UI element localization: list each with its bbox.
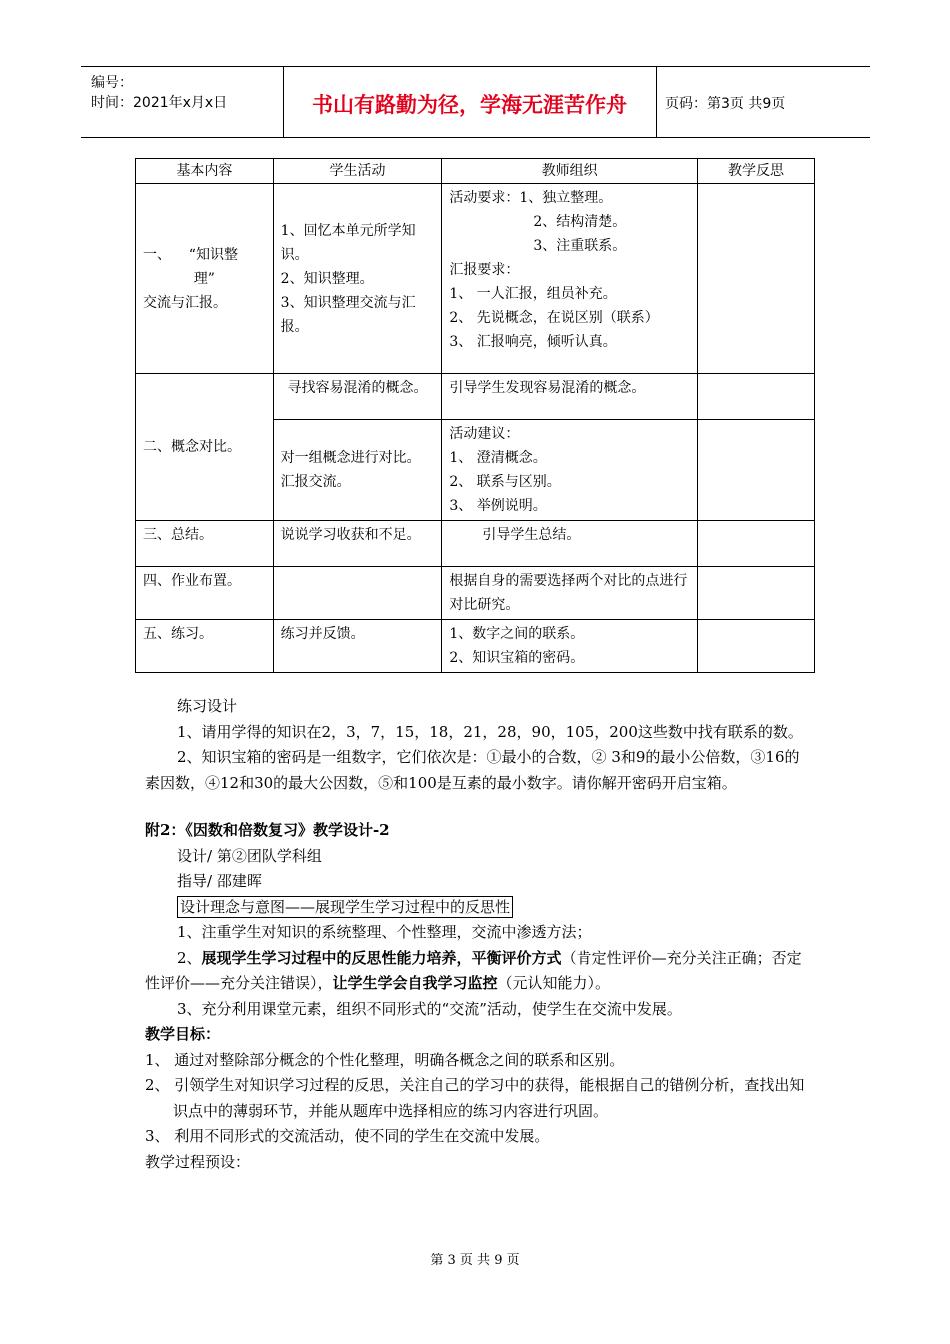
practice-item: 2、知识宝箱的密码是一组数字，它们依次是：①最小的合数，② 3和9的最小公倍数，③16的素因数，④12和30的最大公因数，⑤和100是互素的最小数字。请你解开密码开启宝箱。 — [145, 748, 800, 792]
cell-text: 汇报要求： — [449, 262, 520, 278]
reflection-cell — [698, 420, 815, 521]
student-cell: 寻找容易混淆的概念。 — [273, 374, 442, 420]
table-row — [136, 521, 815, 567]
student-cell: 练习并反馈。 — [273, 620, 442, 673]
concept-item-emphasis: 让学生学会自我学习监控 — [332, 974, 498, 992]
content-cell: 三、总结。 — [136, 521, 274, 567]
reflection-cell — [698, 184, 815, 374]
teacher-cell: 引导学生发现容易混淆的概念。 — [442, 374, 698, 420]
header-motto: 书山有路勤为径，学海无涯苦作舟 — [312, 93, 627, 117]
design-credit: 设计/ 第②团队学科组 — [177, 846, 322, 865]
cell-text: 对一组概念进行对比。 — [280, 450, 421, 466]
header-divider — [656, 67, 657, 137]
col-header-student: 学生活动 — [273, 159, 442, 184]
cell-text: 理” — [193, 270, 215, 287]
teacher-cell — [442, 184, 698, 374]
col-header-reflection: 教学反思 — [698, 159, 815, 184]
cell-text: 3、 举例说明。 — [449, 498, 547, 514]
content-cell: 四、作业布置。 — [136, 567, 274, 620]
table-row — [136, 620, 815, 673]
goal-item: 3、 利用不同形式的交流活动，使不同的学生在交流中发展。 — [145, 1127, 550, 1145]
cell-text: 活动建议： — [449, 426, 520, 442]
concept-item: 1、注重学生对知识的系统整理、个性整理，交流中渗透方法； — [177, 923, 592, 941]
student-cell — [273, 567, 442, 620]
cell-text: 交流与汇报。 — [143, 294, 227, 311]
student-cell — [273, 420, 442, 521]
cell-text: 1、数字之间的联系。 — [449, 626, 585, 642]
cell-text: 汇报交流。 — [280, 474, 351, 490]
cell-text: 2、 先说概念，在说区别（联系） — [449, 310, 659, 326]
cell-text: 3、注重联系。 — [533, 238, 627, 254]
reflection-cell — [698, 521, 815, 567]
table-row — [136, 184, 815, 374]
table-row — [136, 567, 815, 620]
cell-text: 3、知识整理交流与汇报。 — [280, 294, 416, 335]
content-cell: 五、练习。 — [136, 620, 274, 673]
cell-text: 2、知识整理。 — [280, 270, 374, 287]
content-cell — [136, 184, 274, 374]
cell-text: 1、 澄清概念。 — [449, 450, 547, 466]
header-page-number: 页码：第3页 共9页 — [665, 96, 786, 112]
student-cell: 说说学习收获和不足。 — [273, 521, 442, 567]
appendix-title: 附2：《因数和倍数复习》教学设计-2 — [145, 821, 390, 839]
teacher-cell: 根据自身的需要选择两个对比的点进行对比研究。 — [442, 567, 698, 620]
table-row — [136, 374, 815, 420]
concept-item-text: （肯定性评价—充分关注正确；否定性评价——充分关注错误）， — [145, 948, 802, 992]
practice-title: 练习设计 — [177, 697, 238, 715]
reflection-cell — [698, 620, 815, 673]
teacher-cell — [442, 620, 698, 673]
time-label: 时间：2021年x月x日 — [91, 95, 228, 111]
concept-item-emphasis: 展现学生学习过程中的反思性能力培养，平衡评价方式 — [201, 948, 562, 967]
page-footer: 第 3 页 共 9 页 — [430, 1253, 520, 1268]
header-meta — [91, 73, 227, 113]
reflection-cell — [698, 567, 815, 620]
guide-credit: 指导/ 邵建晖 — [177, 872, 262, 890]
col-header-teacher: 教师组织 — [442, 159, 698, 184]
cell-text: 1、 一人汇报，组员补充。 — [449, 286, 617, 302]
concept-title: 设计理念与意图——展现学生学习过程中的反思性 — [177, 896, 513, 918]
spacer — [145, 796, 810, 818]
cell-text: 一、 “知识整 — [143, 246, 238, 263]
process-title: 教学过程预设： — [145, 1152, 251, 1171]
cell-text: 3、 汇报响亮，倾听认真。 — [449, 334, 617, 350]
table-header-row — [136, 159, 815, 184]
document-body — [145, 694, 810, 1175]
cell-text: 2、结构清楚。 — [533, 214, 627, 230]
goal-item: 2、 引领学生对知识学习过程的反思，关注自己的学习中的获得，能根据自己的错例分析，查找出知识点中的薄弱环节，并能从题库中选择相应的练习内容进行巩固。 — [145, 1076, 805, 1120]
concept-item-text: （元认知能力）。 — [497, 974, 611, 992]
goal-item: 1、 通过对整除部分概念的个性化整理，明确各概念之间的联系和区别。 — [145, 1050, 625, 1069]
col-header-content: 基本内容 — [136, 159, 274, 184]
teacher-cell: 引导学生总结。 — [442, 521, 698, 567]
lesson-plan-table — [135, 158, 815, 673]
cell-text: 活动要求：1、独立整理。 — [449, 190, 613, 206]
page-header — [81, 66, 870, 138]
cell-text: 2、知识宝箱的密码。 — [449, 650, 585, 666]
cell-text: 2、 联系与区别。 — [449, 474, 561, 490]
cell-text: 1、回忆本单元所学知识。 — [280, 222, 416, 263]
concept-item — [145, 946, 810, 997]
goals-title: 教学目标： — [145, 1025, 221, 1043]
reflection-cell — [698, 374, 815, 420]
practice-item: 1、请用学得的知识在2，3，7，15，18，21，28，90，105，200这些数中找有联系的数。 — [177, 722, 803, 741]
goals-list — [145, 1048, 810, 1150]
content-cell: 二、概念对比。 — [136, 374, 274, 521]
student-cell — [273, 184, 442, 374]
concept-item: 3、充分利用课堂元素，组织不同形式的“交流”活动，使学生在交流中发展。 — [177, 999, 682, 1018]
concept-item-text: 2、 — [177, 948, 202, 967]
number-label: 编号： — [91, 75, 133, 91]
teacher-cell — [442, 420, 698, 521]
